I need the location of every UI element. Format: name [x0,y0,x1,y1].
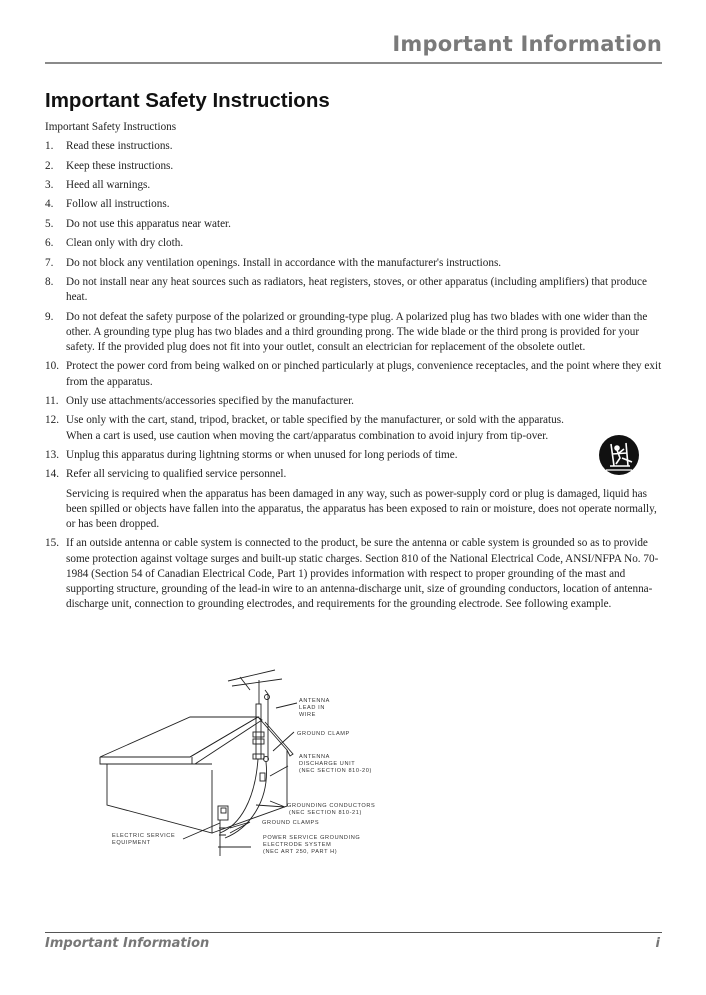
item-text: Do not defeat the safety purpose of the polarized or grounding-type plug. A polarized plug has two blades with one wider than the other. A grounding type plug has two blades and a third grounding prong. The wide blade or the third prong is provided for your safety. If the provided plug does not fit into your outlet, consult an electrician for replacement of the obsolete outlet. [66,310,648,353]
label-ground-clamp: GROUND CLAMP [297,731,350,737]
item-text: If an outside antenna or cable system is connected to the product, be sure the antenna or cable system is grounded so as to provide some protection against voltage surges and built-up static charges. Section 810 of the National Electrical Code, ANSI/NFPA No. 70-1984 (Section 54 of Canadian Electrical Code, Part 1) provides information with respect to proper grounding of the mast and supporting structure, grounding of the lead-in wire to an antenna-discharge unit, size of grounding conductors, location of antenna-discharge unit, connection to grounding electrodes, and requirements for the grounding electrode. See following example. [66,537,659,611]
item-number: 5. [45,217,54,230]
instructions-list [45,139,662,612]
running-header: Important Information [392,32,662,56]
item-number: 4. [45,198,54,211]
label-antenna-lead: WIRE [299,712,317,718]
label-power-service: ELECTRODE SYSTEM [263,842,332,848]
list-item [45,217,662,232]
page-number: i [655,936,660,951]
list-item [45,413,662,443]
item-number: 15. [45,537,59,550]
item-number: 11. [45,394,59,407]
item-number: 12. [45,414,59,427]
list-item [45,394,662,409]
label-antenna-lead: LEAD IN [299,705,325,711]
footer-title: Important Information [45,936,210,951]
list-item [45,178,662,193]
item-text: Keep these instructions. [66,159,174,172]
item-extra-text: Servicing is required when the apparatus has been damaged in any way, such as power-supply cord or plug is damaged, liquid has been spilled or objects have fallen into the apparatus, the apparatus has been exposed to rain or moisture, does not operate normally, or has been dropped. [66,487,657,531]
item-text: Only use attachments/accessories specified by the manufacturer. [66,394,354,407]
instructions-body [45,120,662,617]
list-item [45,236,662,251]
page-title: Important Safety Instructions [45,89,330,112]
item-number: 1. [45,140,54,153]
label-ground-clamps: GROUND CLAMPS [262,820,320,826]
item-number: 3. [45,178,54,191]
item-number: 10. [45,360,59,373]
list-item [45,159,662,174]
label-electric-service: EQUIPMENT [112,840,151,846]
item-text: Refer all servicing to qualified service personnel. [66,468,287,481]
antenna-grounding-diagram [80,660,380,870]
list-item [45,197,662,212]
item-text: Do not use this apparatus near water. [66,217,231,230]
label-electric-service: ELECTRIC SERVICE [112,833,176,839]
label-discharge-unit: ANTENNA [299,754,330,760]
item-text: Unplug this apparatus during lightning storms or when unused for long periods of time. [66,448,458,461]
label-discharge-unit: (NEC SECTION 810-20) [299,768,372,774]
intro-text: Important Safety Instructions [45,121,177,133]
item-number: 8. [45,275,54,288]
label-discharge-unit: DISCHARGE UNIT [299,761,356,767]
item-text: Do not install near any heat sources such as radiators, heat registers, stoves, or other apparatus (including amplifiers) that produce heat. [66,275,647,304]
list-item [45,310,662,356]
item-number: 2. [45,159,54,172]
list-item [45,536,662,612]
list-item [45,256,662,271]
label-antenna-lead: ANTENNA [299,698,330,704]
item-number: 6. [45,237,54,250]
item-text: Clean only with dry cloth. [66,237,184,250]
list-item [45,275,662,305]
item-number: 13. [45,448,59,461]
list-item [45,139,662,154]
item-text: Follow all instructions. [66,198,170,211]
item-text: Heed all warnings. [66,178,151,191]
label-power-service: POWER SERVICE GROUNDING [263,835,361,841]
label-grounding-conductors: (NEC SECTION 810-21) [289,810,362,816]
item-number: 9. [45,310,54,323]
footer-rule [45,932,662,933]
item-text: Use only with the cart, stand, tripod, bracket, or table specified by the manufacturer, or sold with the apparatus. When a cart is used, use caution when moving the cart/apparatus combination to avoid injury from tip-over. [66,414,564,442]
list-item [45,448,662,463]
label-power-service: (NEC ART 250, PART H) [263,849,338,855]
cart-warning-icon [598,434,640,478]
item-text: Do not block any ventilation openings. Install in accordance with the manufacturer's instructions. [66,256,502,269]
list-item [45,359,662,389]
label-grounding-conductors: GROUNDING CONDUCTORS [287,803,376,809]
item-number: 7. [45,256,54,269]
item-text: Protect the power cord from being walked on or pinched particularly at plugs, convenience receptacles, and the point where they exit from the apparatus. [66,360,662,388]
header-rule [45,62,662,64]
list-item [45,467,662,532]
item-number: 14. [45,468,59,481]
item-text: Read these instructions. [66,140,173,153]
